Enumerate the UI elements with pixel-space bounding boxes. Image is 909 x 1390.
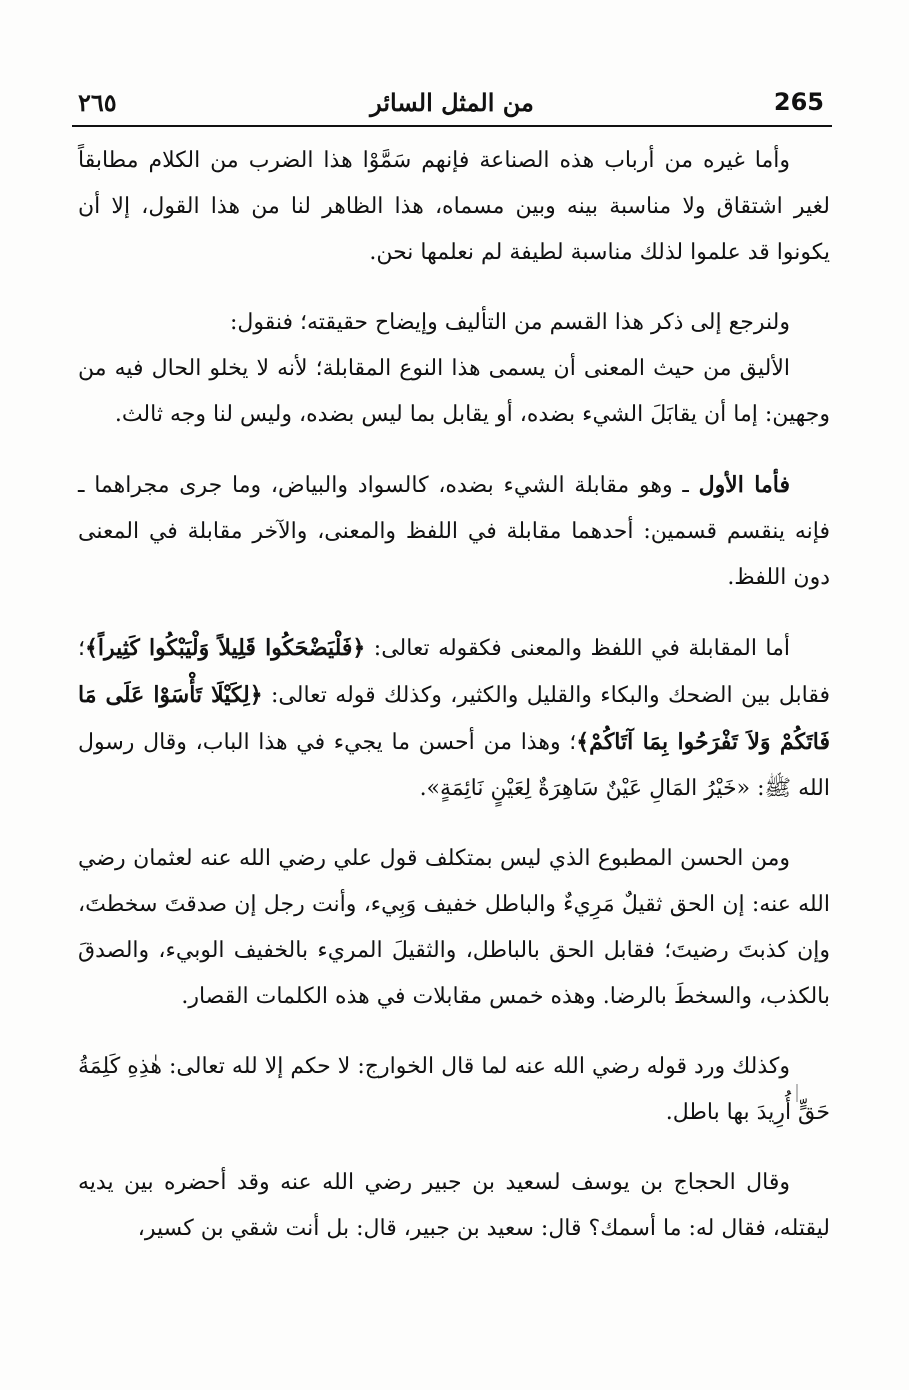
quran-verse-1: ﴿فَلْيَضْحَكُوا قَلِيلاً وَلْيَبْكُوا كَثِيراً﴾ bbox=[85, 635, 366, 661]
page-number-latin: 265 bbox=[773, 88, 824, 116]
paragraph-gap bbox=[78, 601, 830, 625]
paragraph-4 bbox=[78, 462, 830, 601]
paragraph-5-text-3: ؛ وهذا من أحسن ما يجيء في هذا الباب، وقال رسول الله ﷺ: «خَيْرُ المَالِ عَيْنٌ سَاهِرَةٌ لِعَيْنٍ نَائِمَةٍ». bbox=[78, 730, 830, 801]
paragraph-gap bbox=[78, 1136, 830, 1160]
paragraph-8: وقال الحجاج بن يوسف لسعيد بن جبير رضي الله عنه وقد أحضره بين يديه ليقتله، فقال له: ما أسمك؟ قال: سعيد بن جبير، قال: بل أنت شقي بن كسير، bbox=[78, 1170, 830, 1241]
quran-verse-2: ﴿لِكَيْلَا تَأْسَوْا عَلَى مَا فَاتَكُمْ وَلاَ تَفْرَحُوا بِمَا آتَاكُمْ﴾ bbox=[78, 682, 830, 755]
section-lead: فأما الأول bbox=[698, 472, 790, 498]
paragraph-gap bbox=[78, 812, 830, 836]
paragraph-5-text-1: أما المقابلة في اللفظ والمعنى فكقوله تعالى: bbox=[365, 636, 791, 661]
paragraph-2: ولنرجع إلى ذكر هذا القسم من التأليف وإيضاح حقيقته؛ فنقول: bbox=[229, 310, 790, 335]
page-body bbox=[78, 138, 830, 1252]
paragraph-5-text-2: ؛ فقابل بين الضحك والبكاء والقليل والكثير، وكذلك قوله تعالى: bbox=[78, 636, 830, 708]
paragraph-gap bbox=[78, 276, 830, 300]
header-rule bbox=[72, 125, 832, 127]
paragraph-gap bbox=[78, 438, 830, 462]
paragraph-4-text: ـ وهو مقابلة الشيء بضده، كالسواد والبياض، وما جرى مجراهما ـ فإنه ينقسم قسمين: أحدهما مقابلة في اللفظ والمعنى، والآخر مقابلة في المعنى دون اللفظ. bbox=[78, 473, 830, 590]
paragraph-1: وأما غيره من أرباب هذه الصناعة فإنهم سَمَّوْا هذا الضرب من الكلام مطابقاً لغير اشتقاق ولا مناسبة بينه وبين مسماه، هذا الظاهر لنا من هذا القول، إلا أن يكونوا قد علموا لذلك مناسبة لطيفة لم نعلمها نحن. bbox=[78, 148, 830, 265]
page-number-arabic: ٢٦٥ bbox=[78, 88, 117, 117]
paragraph-7: وكذلك ورد قوله رضي الله عنه لما قال الخوارج: لا حكم إلا لله تعالى: هٰذِهِ كَلِمَةُ حَقٍّ أُرِيدَ بها باطل. bbox=[78, 1054, 830, 1125]
page-header bbox=[72, 84, 832, 124]
paragraph-3: الأليق من حيث المعنى أن يسمى هذا النوع المقابلة؛ لأنه لا يخلو الحال فيه من وجهين: إما أن يقابَلَ الشيء بضده، أو يقابل بما ليس بضده، وليس لنا وجه ثالث. bbox=[78, 356, 830, 427]
paragraph-5 bbox=[78, 625, 830, 812]
running-title: من المثل السائر bbox=[370, 88, 534, 117]
paragraph-gap bbox=[78, 1020, 830, 1044]
paragraph-6: ومن الحسن المطبوع الذي ليس بمتكلف قول علي رضي الله عنه لعثمان رضي الله عنه: إن الحق ثقيلٌ مَرِيءٌ والباطل خفيف وَبِيء، وأنت رجل إن صدقتَ سخطتَ، وإن كذبتَ رضيتَ؛ فقابل الحق بالباطل، والثقيلَ المريء بالخفيف الوبيء، والصدقَ بالكذب، والسخطَ بالرضا. وهذه خمس مقابلات في هذه الكلمات القصار. bbox=[78, 846, 830, 1009]
